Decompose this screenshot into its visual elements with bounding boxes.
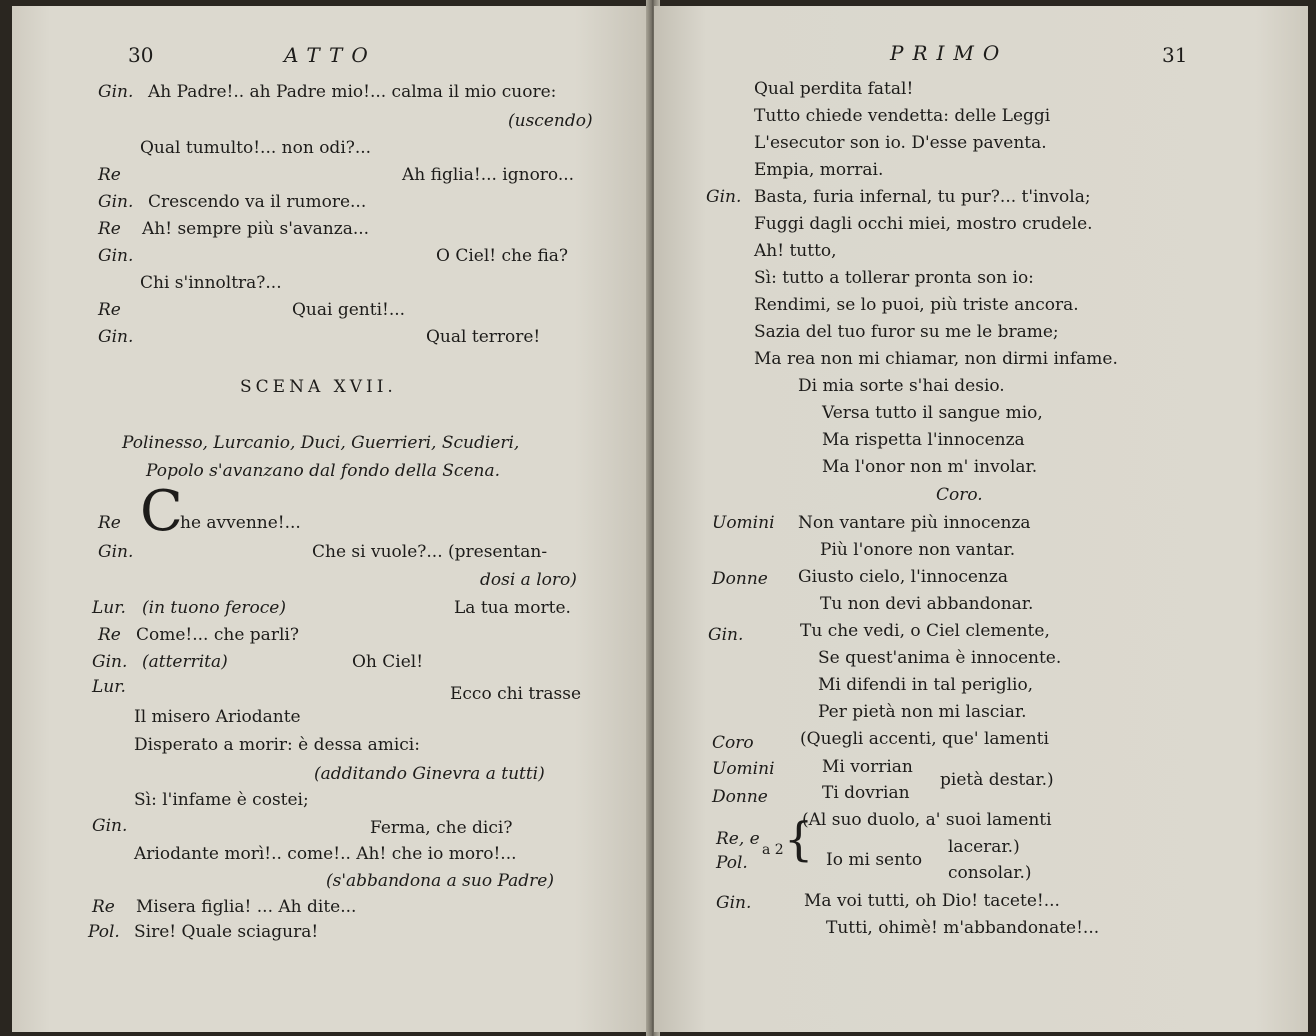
verse-line: Fuggi dagli occhi miei, mostro crudele. xyxy=(754,214,1093,234)
verse-line: Sì: tutto a tollerar pronta son io: xyxy=(754,268,1034,288)
verse-line: pietà destar.) xyxy=(940,770,1054,790)
verse-line: Oh Ciel! xyxy=(352,652,424,672)
speaker-label: Lur. xyxy=(92,677,126,697)
verse-line: Quai genti!... xyxy=(292,300,406,320)
verse-line: Tu non devi abbandonar. xyxy=(820,594,1034,614)
verse-line: Rendimi, se lo puoi, più triste ancora. xyxy=(754,295,1079,315)
verse-line: Mi vorrian xyxy=(822,757,913,777)
verse-line: (Al suo duolo, a' suoi lamenti xyxy=(802,810,1052,830)
speaker-label: Lur. xyxy=(92,598,126,618)
verse-line: Di mia sorte s'hai desio. xyxy=(798,376,1005,396)
verse-line: Ariodante morì!.. come!.. Ah! che io moro!... xyxy=(134,844,517,864)
verse-line: Sì: l'infame è costei; xyxy=(134,790,309,810)
speaker-label: Uomini xyxy=(712,759,775,779)
verse-line: Mi difendi in tal periglio, xyxy=(818,675,1034,695)
verse-line: Ah Padre!.. ah Padre mio!... calma il mio cuore: xyxy=(148,82,557,102)
verse-line: Qual terrore! xyxy=(426,327,541,347)
speaker-label: Uomini xyxy=(712,513,775,533)
verse-line: Crescendo va il rumore... xyxy=(148,192,367,212)
speaker-label: Donne xyxy=(712,569,768,589)
speaker-label: Gin. xyxy=(708,625,744,645)
left-page xyxy=(12,6,652,1032)
character-list: Polinesso, Lurcanio, Duci, Guerrieri, Scudieri, xyxy=(122,433,520,453)
verse-line: Ferma, che dici? xyxy=(370,818,513,838)
verse-line: (Quegli accenti, que' lamenti xyxy=(800,729,1049,749)
verse-line: Tu che vedi, o Ciel clemente, xyxy=(800,621,1050,641)
speaker-label: Re xyxy=(98,300,121,320)
ensemble-mark: a 2 xyxy=(762,842,784,858)
speaker-label: Gin. xyxy=(98,327,134,347)
stage-direction: dosi a loro) xyxy=(480,570,577,590)
stage-direction: (additando Ginevra a tutti) xyxy=(314,764,545,784)
verse-line: Il misero Ariodante xyxy=(134,707,301,727)
verse-line: Ah figlia!... ignoro... xyxy=(402,165,575,185)
verse-line: Qual perdita fatal! xyxy=(754,79,914,99)
drop-cap: C xyxy=(140,479,183,544)
verse-line: Più l'onore non vantar. xyxy=(820,540,1016,560)
stage-direction: (atterrita) xyxy=(142,652,228,672)
verse-line: L'esecutor son io. D'esse paventa. xyxy=(754,133,1047,153)
ensemble-brace: { xyxy=(784,812,814,866)
verse-line: Tutto chiede vendetta: delle Leggi xyxy=(754,106,1051,126)
verse-line: Ah! sempre più s'avanza... xyxy=(142,219,370,239)
speaker-label: Re xyxy=(98,165,121,185)
speaker-label: Re xyxy=(98,513,121,533)
page-number: 30 xyxy=(128,43,154,67)
stage-direction: (s'abbandona a suo Padre) xyxy=(326,871,554,891)
verse-line: Ti dovrian xyxy=(822,783,910,803)
running-head: PRIMO xyxy=(890,41,1009,65)
verse-line: Se quest'anima è innocente. xyxy=(818,648,1062,668)
verse-line: Ecco chi trasse xyxy=(450,684,582,704)
right-page xyxy=(654,6,1308,1032)
verse-line: O Ciel! che fia? xyxy=(436,246,569,266)
verse-line: lacerar.) xyxy=(948,837,1020,857)
verse-line: Ma voi tutti, oh Dio! tacete!... xyxy=(804,891,1060,911)
verse-line: Ah! tutto, xyxy=(754,241,837,261)
speaker-label: Gin. xyxy=(706,187,742,207)
verse-line: Basta, furia infernal, tu pur?... t'invola; xyxy=(754,187,1091,207)
verse-line: Giusto cielo, l'innocenza xyxy=(798,567,1008,587)
speaker-label: Gin. xyxy=(98,82,134,102)
verse-line: La tua morte. xyxy=(454,598,571,618)
speaker-label: Pol. xyxy=(716,853,748,873)
stage-direction: (in tuono feroce) xyxy=(142,598,286,618)
verse-line: Che si vuole?... (presentan- xyxy=(312,542,548,562)
verse-line: consolar.) xyxy=(948,863,1032,883)
speaker-label: Gin. xyxy=(98,246,134,266)
speaker-label: Gin. xyxy=(92,816,128,836)
verse-line: Tutti, ohimè! m'abbandonate!... xyxy=(826,918,1100,938)
speaker-label: Gin. xyxy=(92,652,128,672)
speaker-label: Re xyxy=(98,625,121,645)
verse-line: Io mi sento xyxy=(826,850,923,870)
stage-direction: (uscendo) xyxy=(508,111,593,131)
verse-line: Come!... che parli? xyxy=(136,625,299,645)
verse-line: he avvenne!... xyxy=(180,513,301,533)
verse-line: Qual tumulto!... non odi?... xyxy=(140,138,372,158)
verse-line: Ma rea non mi chiamar, non dirmi infame. xyxy=(754,349,1118,369)
running-head: ATTO xyxy=(284,43,377,67)
verse-line: Empia, morrai. xyxy=(754,160,884,180)
speaker-label: Gin. xyxy=(98,192,134,212)
speaker-label: Coro xyxy=(712,733,754,753)
speaker-label: Gin. xyxy=(98,542,134,562)
verse-line: Per pietà non mi lasciar. xyxy=(818,702,1027,722)
stage-direction: Popolo s'avanzano dal fondo della Scena. xyxy=(146,461,501,481)
speaker-label: Re xyxy=(92,897,115,917)
page-number: 31 xyxy=(1162,43,1188,67)
speaker-label: Donne xyxy=(712,787,768,807)
speaker-label: Pol. xyxy=(88,922,120,942)
verse-line: Versa tutto il sangue mio, xyxy=(822,403,1043,423)
verse-line: Chi s'innoltra?... xyxy=(140,273,282,293)
verse-line: Ma l'onor non m' involar. xyxy=(822,457,1038,477)
verse-line: Non vantare più innocenza xyxy=(798,513,1031,533)
speaker-label: Gin. xyxy=(716,893,752,913)
speaker-label: Re xyxy=(98,219,121,239)
chorus-heading: Coro. xyxy=(936,485,983,505)
scene-heading: SCENA XVII. xyxy=(240,377,397,397)
verse-line: Sire! Quale sciagura! xyxy=(134,922,319,942)
verse-line: Misera figlia! ... Ah dite... xyxy=(136,897,357,917)
verse-line: Ma rispetta l'innocenza xyxy=(822,430,1025,450)
verse-line: Sazia del tuo furor su me le brame; xyxy=(754,322,1059,342)
speaker-label: Re, e xyxy=(716,829,760,849)
verse-line: Disperato a morir: è dessa amici: xyxy=(134,735,420,755)
